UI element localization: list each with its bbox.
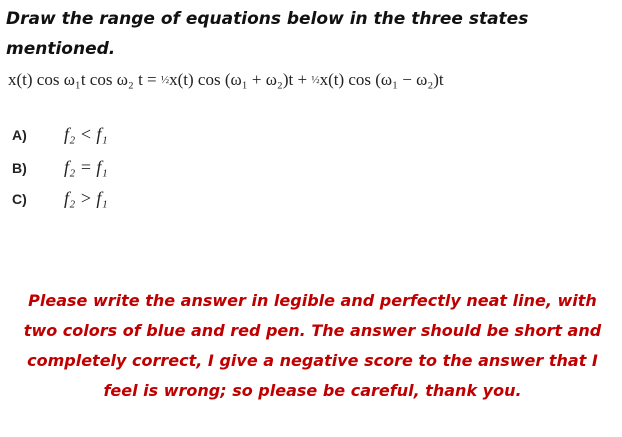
option-label: C) — [12, 191, 27, 207]
option-c — [12, 188, 108, 214]
option-b — [12, 157, 108, 183]
equation — [8, 70, 618, 90]
instructions-note: Please write the answer in legible and perfectly neat line, with two colors of blue and red pen. The answer should be short and completely correct, I give a negative score to the answer that I feel is wrong; so please be careful, thank you. — [23, 291, 602, 400]
option-relation: f₂ > f₁ — [64, 188, 108, 208]
option-label: A) — [12, 127, 27, 143]
half-fraction-1: ½ — [160, 74, 170, 86]
equation-term-2: x(t) cos (ω₁ − ω₂)t — [319, 70, 444, 89]
equation-lhs: x(t) cos ω₁t cos ω₂ t = — [8, 70, 161, 89]
option-relation: f₂ = f₁ — [64, 157, 108, 177]
half-fraction-2: ½ — [311, 74, 320, 86]
option-label: B) — [12, 160, 27, 176]
question-title: Draw the range of equations below in the three states mentioned. — [6, 9, 529, 59]
option-a — [12, 124, 108, 150]
equation-term-1: x(t) cos (ω₁ + ω₂)t + — [169, 70, 312, 89]
option-relation: f₂ < f₁ — [64, 124, 108, 144]
